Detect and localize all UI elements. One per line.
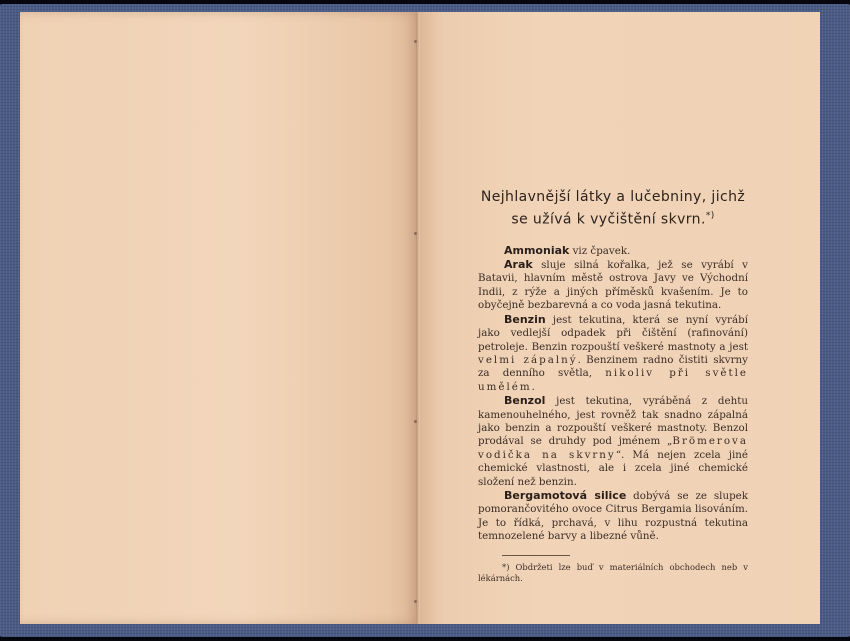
- binding-stitch: [414, 420, 417, 423]
- entry-arak: [478, 258, 748, 313]
- entry-text: jest tekutina, která se nyní vyrábí jako vedlejší odpadek při čištění (rafinování) petroleje. Benzin rozpouští veškeré mastnoty a jest: [478, 313, 748, 353]
- entry-text: sluje silná kořalka, jež se vyrábí v Batavii, hlavním městě ostrova Javy ve Východní Indii, z rýže a jiných příměsků kvašením. Je to obyčejně bezbarevná a co voda jasná tekutina.: [478, 259, 748, 312]
- entry-term: Ammoniak: [504, 243, 570, 257]
- entry-text: “. Má nejen zcela jiné chemické vlastnosti, ale i zcela jiné chemické složení než benzin.: [478, 448, 749, 488]
- entry-text: . Benzinem radno čistiti skvrny za denního světla,: [478, 353, 748, 380]
- footnote-marker: *): [705, 211, 715, 221]
- entry-text: jest tekutina, vyráběná z dehtu kamenouhelného, jest rovněž tak snadno zápalná jako benzin a rozpouští veškeré mastnoty. Benzol prodával se druhdy pod jménem „: [478, 395, 748, 448]
- heading-line-2: se užívá k vyčištění skvrn.: [511, 211, 706, 228]
- entry-emphasis: nikoliv při světle umělém: [478, 367, 748, 393]
- entry-term: Benzin: [504, 312, 546, 326]
- entry-benzin: [478, 313, 748, 394]
- binding-stitch: [414, 600, 417, 603]
- entry-term: Benzol: [504, 394, 546, 408]
- entry-emphasis: velmi zápalný: [478, 353, 578, 366]
- footnote: *) Obdržeti lze buď v materiálních obchodech neb v lékárnách.: [478, 561, 748, 583]
- left-page: [20, 12, 420, 624]
- book-gutter: [416, 12, 420, 624]
- entry-benzol: [478, 394, 748, 489]
- binding-stitch: [414, 232, 417, 235]
- page-heading: [478, 188, 748, 230]
- entry-bergamotova-silice: [478, 489, 748, 544]
- binding-stitch: [414, 40, 417, 43]
- entry-term: Arak: [504, 258, 533, 272]
- entry-text: viz čpavek.: [569, 244, 631, 257]
- entry-text: dobývá se ze slupek pomorančovitého ovoce Citrus Bergamia lisováním. Je to řídká, prchavá, v lihu rozpustná tekutina temnozelené barvy a libezné vůně.: [478, 489, 748, 543]
- entry-emphasis: Brömerova vodička na skvrny: [478, 435, 748, 461]
- entry-term: Bergamotová silice: [504, 488, 627, 502]
- heading-line-1: Nejhlavnější látky a lučebniny, jichž: [480, 189, 746, 205]
- page-content: [478, 188, 748, 584]
- footnote-divider: [502, 555, 570, 556]
- entry-text: .: [531, 380, 535, 393]
- entry-ammoniak: [478, 244, 748, 258]
